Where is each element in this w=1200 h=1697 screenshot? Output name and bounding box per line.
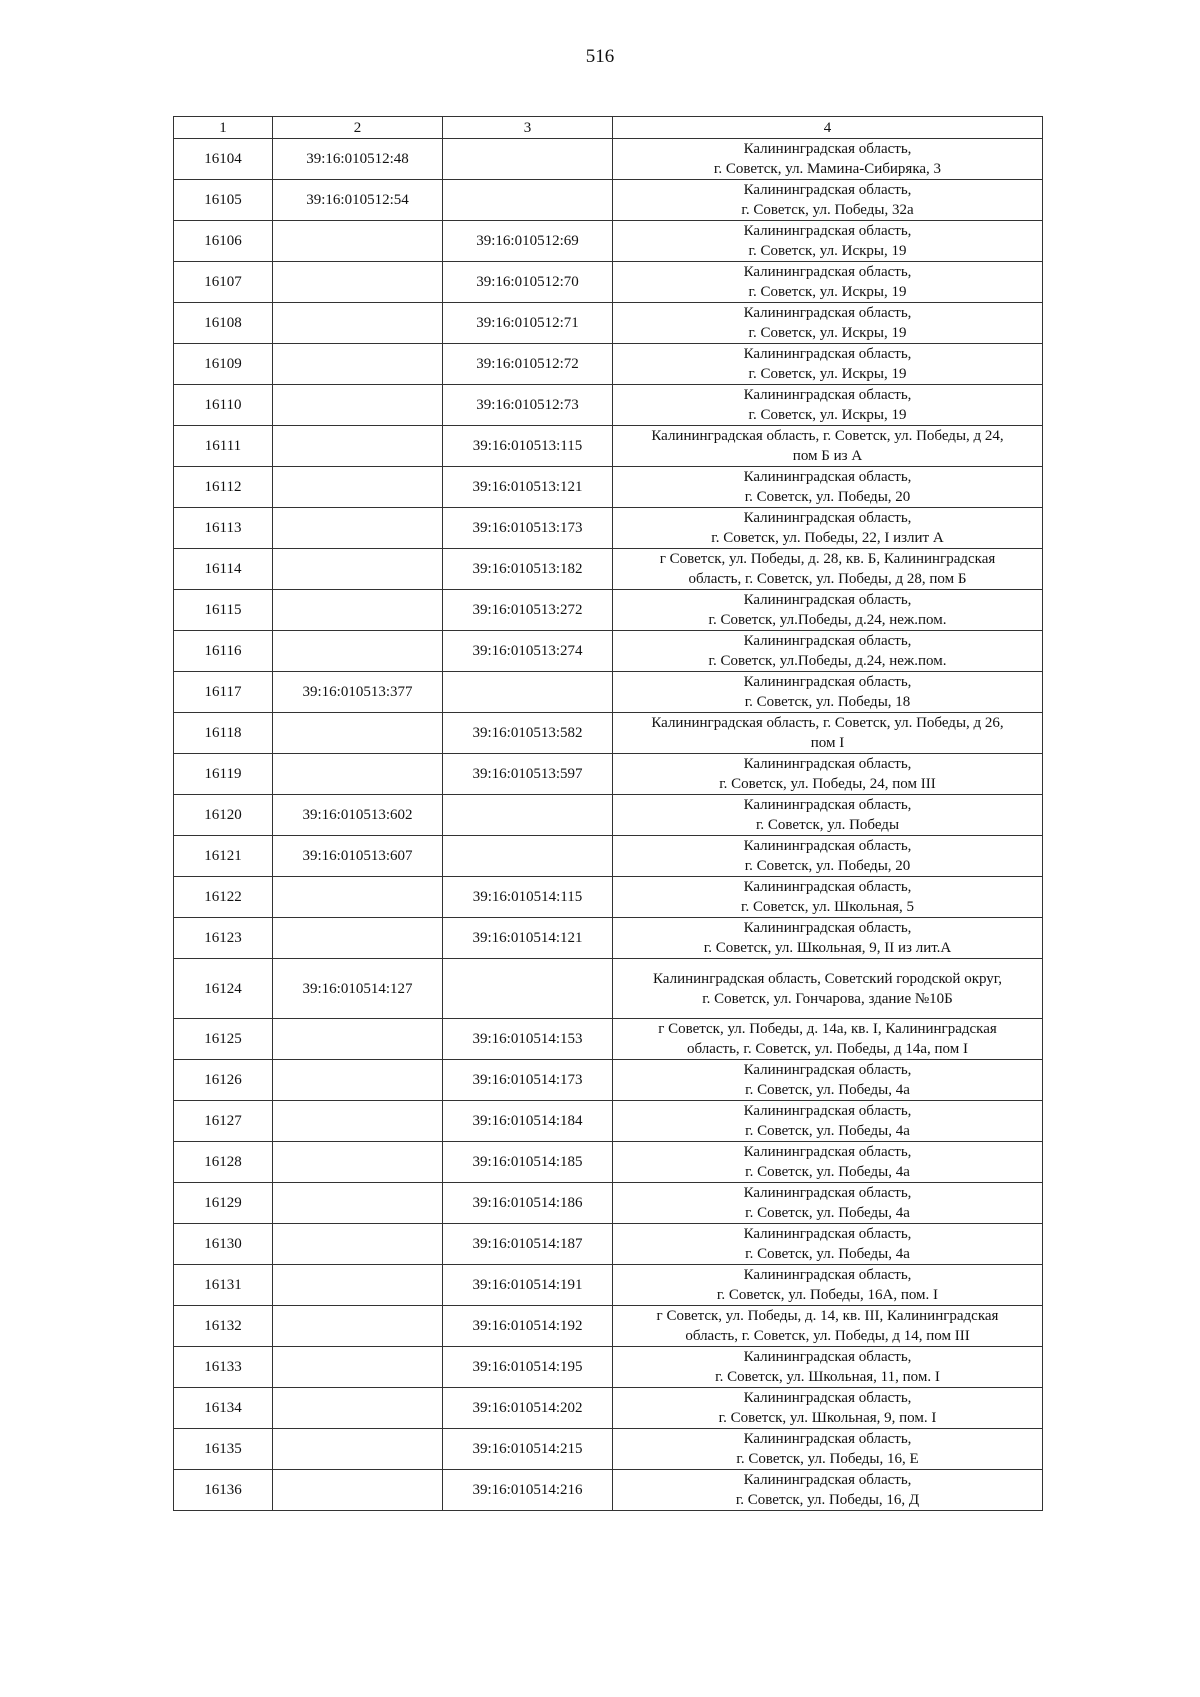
address-cell <box>613 918 1043 959</box>
table-body <box>174 139 1043 1511</box>
cadastral-number-cell-col3 <box>443 795 613 836</box>
address-line: г. Советск, ул. Победы, 4а <box>745 1164 910 1180</box>
cadastral-number-cell-col3: 39:16:010512:70 <box>443 262 613 303</box>
header-col-4: 4 <box>613 117 1043 139</box>
row-number-cell: 16127 <box>174 1101 273 1142</box>
cadastral-number-cell-col3 <box>443 180 613 221</box>
address-cell <box>613 1183 1043 1224</box>
address-cell <box>613 385 1043 426</box>
address-cell <box>613 303 1043 344</box>
cadastral-number-cell-col3: 39:16:010513:121 <box>443 467 613 508</box>
cadastral-number-cell-col2 <box>273 1470 443 1511</box>
address-cell <box>613 1306 1043 1347</box>
address-line: Калининградская область, <box>743 633 912 649</box>
address-line: г Советск, ул. Победы, д. 14а, кв. I, Калининградская <box>658 1021 997 1037</box>
address-line: Калининградская область, <box>743 1349 912 1365</box>
table-row <box>174 1019 1043 1060</box>
address-line: пом I <box>810 735 845 751</box>
page-number: 516 <box>585 46 615 67</box>
cadastral-number-cell-col2 <box>273 303 443 344</box>
address-line: г. Советск, ул. Школьная, 9, II из лит.А <box>703 940 952 956</box>
address-line: Калининградская область, <box>743 1267 912 1283</box>
address-cell <box>613 1019 1043 1060</box>
row-number-cell: 16117 <box>174 672 273 713</box>
row-number-cell: 16115 <box>174 590 273 631</box>
cadastral-number-cell-col3: 39:16:010513:115 <box>443 426 613 467</box>
cadastral-number-cell-col3: 39:16:010513:272 <box>443 590 613 631</box>
address-line: г. Советск, ул. Мамина-Сибиряка, 3 <box>713 161 942 177</box>
address-line: г Советск, ул. Победы, д. 28, кв. Б, Калининградская <box>659 551 996 567</box>
cadastral-number-cell-col2 <box>273 1224 443 1265</box>
address-line: г. Советск, ул. Победы, 16, Д <box>735 1492 920 1508</box>
row-number-cell: 16118 <box>174 713 273 754</box>
address-cell <box>613 1470 1043 1511</box>
cadastral-number-cell-col2 <box>273 713 443 754</box>
address-cell <box>613 508 1043 549</box>
cadastral-number-cell-col3: 39:16:010513:182 <box>443 549 613 590</box>
cadastral-number-cell-col3: 39:16:010514:185 <box>443 1142 613 1183</box>
cadastral-number-cell-col3: 39:16:010512:72 <box>443 344 613 385</box>
row-number-cell: 16104 <box>174 139 273 180</box>
row-number-cell: 16114 <box>174 549 273 590</box>
cadastral-number-cell-col2: 39:16:010512:54 <box>273 180 443 221</box>
cadastral-number-cell-col3 <box>443 139 613 180</box>
cadastral-number-cell-col3: 39:16:010514:115 <box>443 877 613 918</box>
cadastral-number-cell-col3: 39:16:010514:153 <box>443 1019 613 1060</box>
address-cell <box>613 959 1043 1019</box>
cadastral-number-cell-col3: 39:16:010513:597 <box>443 754 613 795</box>
header-col-3: 3 <box>443 117 613 139</box>
address-line: Калининградская область, <box>743 1103 912 1119</box>
address-line: Калининградская область, Советский городской округ, <box>653 970 1002 987</box>
address-cell <box>613 754 1043 795</box>
header-col-2: 2 <box>273 117 443 139</box>
row-number-cell: 16120 <box>174 795 273 836</box>
address-line: Калининградская область, <box>743 1390 912 1406</box>
address-line: г. Советск, ул. Гончарова, здание №10Б <box>702 990 953 1007</box>
table-header <box>174 117 1043 139</box>
row-number-cell: 16116 <box>174 631 273 672</box>
header-row <box>174 117 1043 139</box>
address-cell <box>613 1265 1043 1306</box>
cadastral-number-cell-col2 <box>273 1265 443 1306</box>
address-line: Калининградская область, <box>743 1185 912 1201</box>
table-row <box>174 1142 1043 1183</box>
row-number-cell: 16107 <box>174 262 273 303</box>
address-line: г. Советск, ул. Победы, 4а <box>745 1246 910 1262</box>
row-number-cell: 16119 <box>174 754 273 795</box>
table-row <box>174 1224 1043 1265</box>
address-line: Калининградская область, <box>743 141 912 157</box>
address-line: Калининградская область, <box>743 838 912 854</box>
row-number-cell: 16122 <box>174 877 273 918</box>
cadastral-number-cell-col3: 39:16:010512:69 <box>443 221 613 262</box>
address-line: область, г. Советск, ул. Победы, д 14а, пом I <box>686 1041 969 1057</box>
cadastral-number-cell-col2 <box>273 1142 443 1183</box>
row-number-cell: 16128 <box>174 1142 273 1183</box>
address-line: Калининградская область, <box>743 510 912 526</box>
address-line: Калининградская область, <box>743 920 912 936</box>
address-cell <box>613 590 1043 631</box>
address-line: г. Советск, ул.Победы, д.24, неж.пом. <box>708 612 947 628</box>
address-line: г. Советск, ул. Победы, 32а <box>741 202 914 218</box>
row-number-cell: 16134 <box>174 1388 273 1429</box>
table-row <box>174 1101 1043 1142</box>
address-cell <box>613 1142 1043 1183</box>
row-number-cell: 16124 <box>174 959 273 1019</box>
cadastral-number-cell-col3: 39:16:010514:195 <box>443 1347 613 1388</box>
address-line: Калининградская область, <box>743 879 912 895</box>
cadastral-number-cell-col2 <box>273 1060 443 1101</box>
address-line: г. Советск, ул. Победы, 24, пом III <box>719 776 936 792</box>
address-line: Калининградская область, <box>743 1226 912 1242</box>
address-line: Калининградская область, <box>743 182 912 198</box>
cadastral-number-cell-col2 <box>273 1306 443 1347</box>
row-number-cell: 16110 <box>174 385 273 426</box>
table-row <box>174 1388 1043 1429</box>
cadastral-number-cell-col3: 39:16:010512:73 <box>443 385 613 426</box>
cadastral-number-cell-col2 <box>273 631 443 672</box>
address-line: Калининградская область, г. Советск, ул. Победы, д 24, <box>651 428 1004 444</box>
address-cell <box>613 1224 1043 1265</box>
table-row <box>174 262 1043 303</box>
cadastral-number-cell-col2 <box>273 1183 443 1224</box>
row-number-cell: 16125 <box>174 1019 273 1060</box>
address-cell <box>613 426 1043 467</box>
cadastral-number-cell-col2: 39:16:010512:48 <box>273 139 443 180</box>
row-number-cell: 16108 <box>174 303 273 344</box>
address-line: г. Советск, ул. Школьная, 5 <box>741 899 914 915</box>
table-row <box>174 1470 1043 1511</box>
address-line: область, г. Советск, ул. Победы, д 14, пом III <box>685 1328 970 1344</box>
cadastral-number-cell-col3: 39:16:010514:173 <box>443 1060 613 1101</box>
address-cell <box>613 549 1043 590</box>
address-line: г. Советск, ул. Искры, 19 <box>748 325 907 341</box>
address-line: пом Б из А <box>792 448 863 464</box>
cadastral-number-cell-col2 <box>273 262 443 303</box>
row-number-cell: 16112 <box>174 467 273 508</box>
address-cell <box>613 467 1043 508</box>
table-row <box>174 672 1043 713</box>
address-cell <box>613 262 1043 303</box>
row-number-cell: 16126 <box>174 1060 273 1101</box>
cadastral-number-cell-col3: 39:16:010514:216 <box>443 1470 613 1511</box>
address-cell <box>613 180 1043 221</box>
cadastral-number-cell-col2 <box>273 590 443 631</box>
cadastral-number-cell-col2: 39:16:010513:602 <box>273 795 443 836</box>
cadastral-number-cell-col2 <box>273 467 443 508</box>
table-row <box>174 139 1043 180</box>
cadastral-number-cell-col3: 39:16:010514:187 <box>443 1224 613 1265</box>
address-line: г. Советск, ул. Победы, 20 <box>744 489 911 505</box>
address-cell <box>613 713 1043 754</box>
address-cell <box>613 672 1043 713</box>
table-row <box>174 590 1043 631</box>
address-line: г. Советск, ул. Победы, 16А, пом. I <box>716 1287 939 1303</box>
table-row <box>174 795 1043 836</box>
cadastral-number-cell-col3: 39:16:010514:121 <box>443 918 613 959</box>
cadastral-number-cell-col2 <box>273 1347 443 1388</box>
address-line: Калининградская область, г. Советск, ул. Победы, д 26, <box>651 715 1004 731</box>
address-cell <box>613 836 1043 877</box>
address-line: Калининградская область, <box>743 264 912 280</box>
row-number-cell: 16113 <box>174 508 273 549</box>
table-row <box>174 180 1043 221</box>
cadastral-number-cell-col3: 39:16:010513:274 <box>443 631 613 672</box>
row-number-cell: 16109 <box>174 344 273 385</box>
table-row <box>174 1060 1043 1101</box>
table-row <box>174 385 1043 426</box>
row-number-cell: 16129 <box>174 1183 273 1224</box>
table-row <box>174 467 1043 508</box>
address-line: Калининградская область, <box>743 1431 912 1447</box>
cadastral-table <box>173 116 1043 1511</box>
cadastral-number-cell-col3: 39:16:010513:582 <box>443 713 613 754</box>
cadastral-number-cell-col2 <box>273 877 443 918</box>
address-line: Калининградская область, <box>743 346 912 362</box>
address-line: г. Советск, ул. Искры, 19 <box>748 366 907 382</box>
table-row <box>174 836 1043 877</box>
address-line: г. Советск, ул. Школьная, 11, пом. I <box>715 1369 940 1385</box>
address-cell <box>613 1429 1043 1470</box>
table-row <box>174 1265 1043 1306</box>
cadastral-number-cell-col2: 39:16:010514:127 <box>273 959 443 1019</box>
cadastral-number-cell-col3: 39:16:010514:192 <box>443 1306 613 1347</box>
table-row <box>174 221 1043 262</box>
cadastral-number-cell-col2 <box>273 221 443 262</box>
cadastral-number-cell-col2: 39:16:010513:377 <box>273 672 443 713</box>
cadastral-number-cell-col3: 39:16:010514:184 <box>443 1101 613 1142</box>
table-row <box>174 426 1043 467</box>
cadastral-number-cell-col3: 39:16:010514:191 <box>443 1265 613 1306</box>
address-line: г. Советск, ул. Искры, 19 <box>748 407 907 423</box>
table-row <box>174 344 1043 385</box>
cadastral-number-cell-col3 <box>443 836 613 877</box>
table-row <box>174 1429 1043 1470</box>
row-number-cell: 16135 <box>174 1429 273 1470</box>
address-cell <box>613 795 1043 836</box>
table-row <box>174 508 1043 549</box>
address-line: г. Советск, ул.Победы, д.24, неж.пом. <box>708 653 947 669</box>
row-number-cell: 16130 <box>174 1224 273 1265</box>
table-row <box>174 918 1043 959</box>
table-row <box>174 877 1043 918</box>
row-number-cell: 16123 <box>174 918 273 959</box>
cadastral-number-cell-col2 <box>273 426 443 467</box>
cadastral-number-cell-col3: 39:16:010513:173 <box>443 508 613 549</box>
address-cell <box>613 221 1043 262</box>
address-line: г. Советск, ул. Искры, 19 <box>748 243 907 259</box>
cadastral-number-cell-col2 <box>273 1101 443 1142</box>
cadastral-number-cell-col2 <box>273 754 443 795</box>
address-cell <box>613 1388 1043 1429</box>
cadastral-number-cell-col2 <box>273 385 443 426</box>
cadastral-number-cell-col3 <box>443 959 613 1019</box>
row-number-cell: 16133 <box>174 1347 273 1388</box>
row-number-cell: 16136 <box>174 1470 273 1511</box>
address-line: Калининградская область, <box>743 674 912 690</box>
address-line: г. Советск, ул. Победы, 4а <box>745 1123 910 1139</box>
table-row <box>174 549 1043 590</box>
address-line: Калининградская область, <box>743 797 912 813</box>
table-row <box>174 1306 1043 1347</box>
cadastral-number-cell-col3: 39:16:010514:215 <box>443 1429 613 1470</box>
address-cell <box>613 139 1043 180</box>
address-cell <box>613 877 1043 918</box>
row-number-cell: 16111 <box>174 426 273 467</box>
address-line: Калининградская область, <box>743 387 912 403</box>
address-line: Калининградская область, <box>743 1144 912 1160</box>
address-line: г. Советск, ул. Школьная, 9, пом. I <box>718 1410 937 1426</box>
cadastral-number-cell-col2 <box>273 549 443 590</box>
address-line: Калининградская область, <box>743 305 912 321</box>
row-number-cell: 16106 <box>174 221 273 262</box>
row-number-cell: 16121 <box>174 836 273 877</box>
address-line: Калининградская область, <box>743 223 912 239</box>
cadastral-number-cell-col2 <box>273 1429 443 1470</box>
row-number-cell: 16105 <box>174 180 273 221</box>
address-line: г. Советск, ул. Победы, 4а <box>745 1205 910 1221</box>
table-row <box>174 754 1043 795</box>
address-cell <box>613 1347 1043 1388</box>
cadastral-number-cell-col3 <box>443 672 613 713</box>
address-line: Калининградская область, <box>743 1062 912 1078</box>
cadastral-number-cell-col3: 39:16:010514:186 <box>443 1183 613 1224</box>
table-row <box>174 713 1043 754</box>
address-cell <box>613 344 1043 385</box>
table-row <box>174 1183 1043 1224</box>
address-line: г. Советск, ул. Победы, 18 <box>744 694 911 710</box>
table-row <box>174 959 1043 1019</box>
cadastral-number-cell-col3: 39:16:010512:71 <box>443 303 613 344</box>
cadastral-number-cell-col2 <box>273 918 443 959</box>
header-col-1: 1 <box>174 117 273 139</box>
table-row <box>174 631 1043 672</box>
cadastral-number-cell-col2 <box>273 1388 443 1429</box>
row-number-cell: 16131 <box>174 1265 273 1306</box>
address-line: Калининградская область, <box>743 469 912 485</box>
address-line: г. Советск, ул. Победы, 20 <box>744 858 911 874</box>
address-line: г. Советск, ул. Победы, 22, I излит А <box>711 530 944 546</box>
address-cell <box>613 1060 1043 1101</box>
address-line: область, г. Советск, ул. Победы, д 28, пом Б <box>688 571 967 587</box>
address-cell <box>613 1101 1043 1142</box>
cadastral-number-cell-col2: 39:16:010513:607 <box>273 836 443 877</box>
cadastral-number-cell-col2 <box>273 508 443 549</box>
address-line: г. Советск, ул. Победы <box>755 817 900 833</box>
address-line: Калининградская область, <box>743 1472 912 1488</box>
cadastral-number-cell-col3: 39:16:010514:202 <box>443 1388 613 1429</box>
table-row <box>174 303 1043 344</box>
address-line: г. Советск, ул. Искры, 19 <box>748 284 907 300</box>
address-line: г. Советск, ул. Победы, 16, Е <box>736 1451 919 1467</box>
cadastral-number-cell-col2 <box>273 344 443 385</box>
address-line: Калининградская область, <box>743 756 912 772</box>
cadastral-number-cell-col2 <box>273 1019 443 1060</box>
address-line: г. Советск, ул. Победы, 4а <box>745 1082 910 1098</box>
row-number-cell: 16132 <box>174 1306 273 1347</box>
address-line: Калининградская область, <box>743 592 912 608</box>
address-line: г Советск, ул. Победы, д. 14, кв. III, Калининградская <box>656 1308 999 1324</box>
address-cell <box>613 631 1043 672</box>
table-row <box>174 1347 1043 1388</box>
